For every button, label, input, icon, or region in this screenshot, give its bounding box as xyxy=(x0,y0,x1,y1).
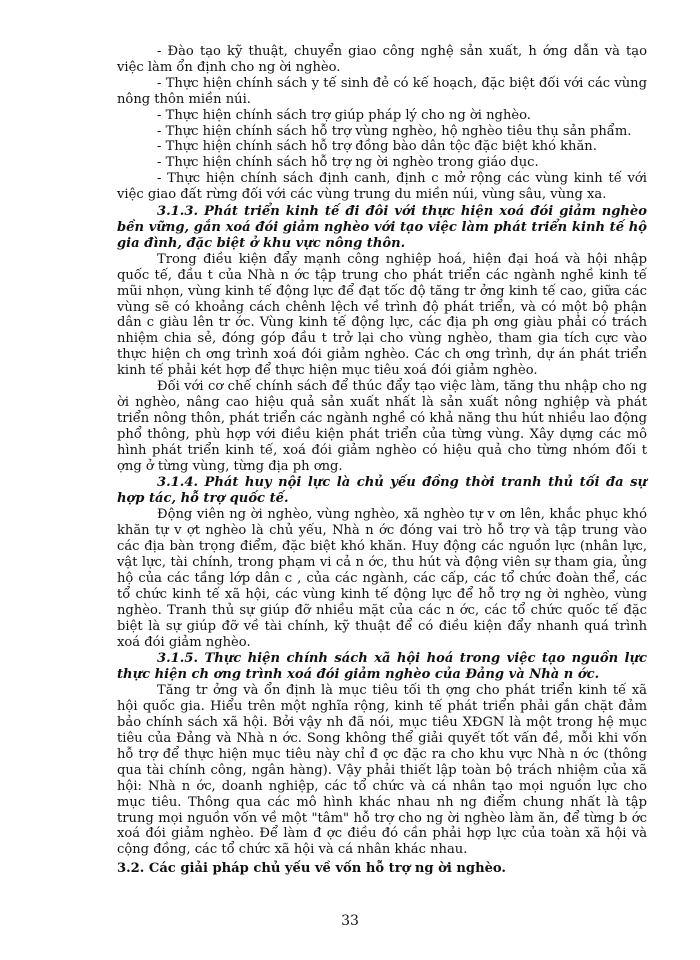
bullet-legal-aid: - Thực hiện chính sách trợ giúp pháp lý cho ng ời nghèo. xyxy=(157,107,531,123)
section-heading-3-1-3: 3.1.3. Phát triển kinh tế đi đôi với thực hiện xoá đói giảm nghèo bền vững, gắn xoá đói giảm nghèo với tạo việc làm phát triển kinh tế hộ gia đình, đặc biệt ở khu vực nông thôn. xyxy=(117,204,647,251)
body-paragraph: Đối với cơ chế chính sách để thúc đẩy tạo việc làm, tăng thu nhập cho ng ời nghèo, nâng cao hiệu quả sản xuất nhất là sản xuất nông nghiệp và phát triển nông thôn, phát triển các ngành nghề có khả năng thu hút nhiều lao động phổ thông, phù hợp với điều kiện phát triển của từng vùng. Xây dựng các mô hình phát triển kinh tế, xoá đói giảm nghèo có hiệu quả cho từng nhóm đối t ợng ở từng vùng, từng địa ph ơng. xyxy=(117,379,647,474)
page-number: 33 xyxy=(341,913,359,929)
section-heading-3-2: 3.2. Các giải pháp chủ yếu về vốn hỗ trợ ng ời nghèo. xyxy=(117,861,506,877)
body-paragraph: Trong điều kiện đẩy mạnh công nghiệp hoá, hiện đại hoá và hội nhập quốc tế, đầu t của Nhà n ớc tập trung cho phát triển các ngành nghề kinh tế mũi nhọn, vùng kinh tế động lực để đạt tốc độ tăng tr ởng kinh tế cao, giữa các vùng sẽ có khoảng cách chênh lệch về trình độ phát triển, và có một bộ phận dân c giàu lên tr ớc. Vùng kinh tế động lực, các địa ph ơng giàu phải có trách nhiệm chia sẻ, đóng góp đầu t trở lại cho vùng nghèo, tham gia tích cực vào thực hiện ch ơng trình xoá đói giảm nghèo. Các ch ơng trình, dự án phát triển kinh tế phải két hợp để thực hiện mục tiêu xoá đói giảm nghèo. xyxy=(117,251,647,379)
body-paragraph: Động viên ng ời nghèo, vùng nghèo, xã nghèo tự v ơn lên, khắc phục khó khăn tự v ợt nghèo là chủ yếu, Nhà n ớc đóng vai trò hỗ trợ và tập trung vào các địa bàn trọng điểm, đặc biệt khó khăn. Huy động các nguồn lực (nhân lực, vật lực, tài chính, trong phạm vi cả n ớc, thu hút và động viên sự tham gia, ủng hộ của các tầng lớp dân c , của các ngành, các cấp, các tổ chức đoàn thể, các tổ chức kinh tế xã hội, các vùng kinh tế động lực để hỗ trợ ng ời nghèo, vùng nghèo. Tranh thủ sự giúp đỡ nhiều mặt của các n ớc, các tổ chức quốc tế đặc biệt là sự giúp đỡ về tài chính, kỹ thuật để có điều kiện đẩy nhanh quá trình xoá đói giảm nghèo. xyxy=(117,507,647,650)
document-body xyxy=(117,44,647,877)
bullet-resettlement: - Thực hiện chính sách định canh, định c mở rộng các vùng kinh tế với việc giao đất rừng đối với các vùng trung du miền núi, vùng sâu, vùng xa. xyxy=(117,171,647,203)
body-paragraph: Tăng tr ởng và ổn định là mục tiêu tối th ợng cho phát triển kinh tế xã hội quốc gia. Hiểu trên một nghĩa rộng, kinh tế phát triển phải gắn chặt đảm bảo chính sách xã hội. Bởi vậy nh đã nói, mục tiêu XĐGN là một trong hệ mục tiêu của Đảng và Nhà n ớc. Song không thể giải quyết tốt vấn đề, mỗi khi vốn hỗ trợ để thực hiện mục tiêu này chỉ đ ợc đặc ra cho khu vực Nhà n ớc (thông qua tài chính công, ngân hàng). Vậy phải thiết lập toàn bộ trách nhiệm của xã hội: Nhà n ớc, doanh nghiệp, các tổ chức và cá nhân tạo mọi nguồn lực cho mục tiêu. Thông qua các mô hình khác nhau nh ng điểm chung nhất là tập trung mọi nguồn vốn về một "tâm" hỗ trợ cho ng ời nghèo làm ăn, để từng b ớc xoá đói giảm nghèo. Để làm đ ợc điều đó cần phải hợp lực của toàn xã hội và cộng đồng, các tổ chức xã hội và cá nhân khác nhau. xyxy=(117,683,647,858)
bullet-vocational-training: - Đào tạo kỹ thuật, chuyển giao công nghệ sản xuất, h ớng dẫn và tạo việc làm ổn định cho ng ời nghèo. xyxy=(117,44,647,75)
bullet-product-consumption: - Thực hiện chính sách hỗ trợ vùng nghèo, hộ nghèo tiêu thụ sản phẩm. xyxy=(157,123,632,139)
section-heading-3-1-4: 3.1.4. Phát huy nội lực là chủ yếu đồng thời tranh thủ tối đa sự hợp tác, hỗ trợ quốc tế. xyxy=(117,475,647,507)
bullet-ethnic-support: - Thực hiện chính sách hỗ trợ đồng bào dân tộc đặc biệt khó khăn. xyxy=(157,139,597,155)
section-heading-3-1-5: 3.1.5. Thực hiện chính sách xã hội hoá trong việc tạo nguồn lực thực hiện ch ơng trình xoá đói giảm nghèo của Đảng và Nhà n ớc. xyxy=(117,651,647,683)
bullet-family-planning: - Thực hiện chính sách y tế sinh đẻ có kế hoạch, đặc biệt đối với các vùng nông thôn miền núi. xyxy=(117,75,647,107)
bullet-education-support: - Thực hiện chính sách hỗ trợ ng ời nghèo trong giáo dục. xyxy=(157,155,539,171)
